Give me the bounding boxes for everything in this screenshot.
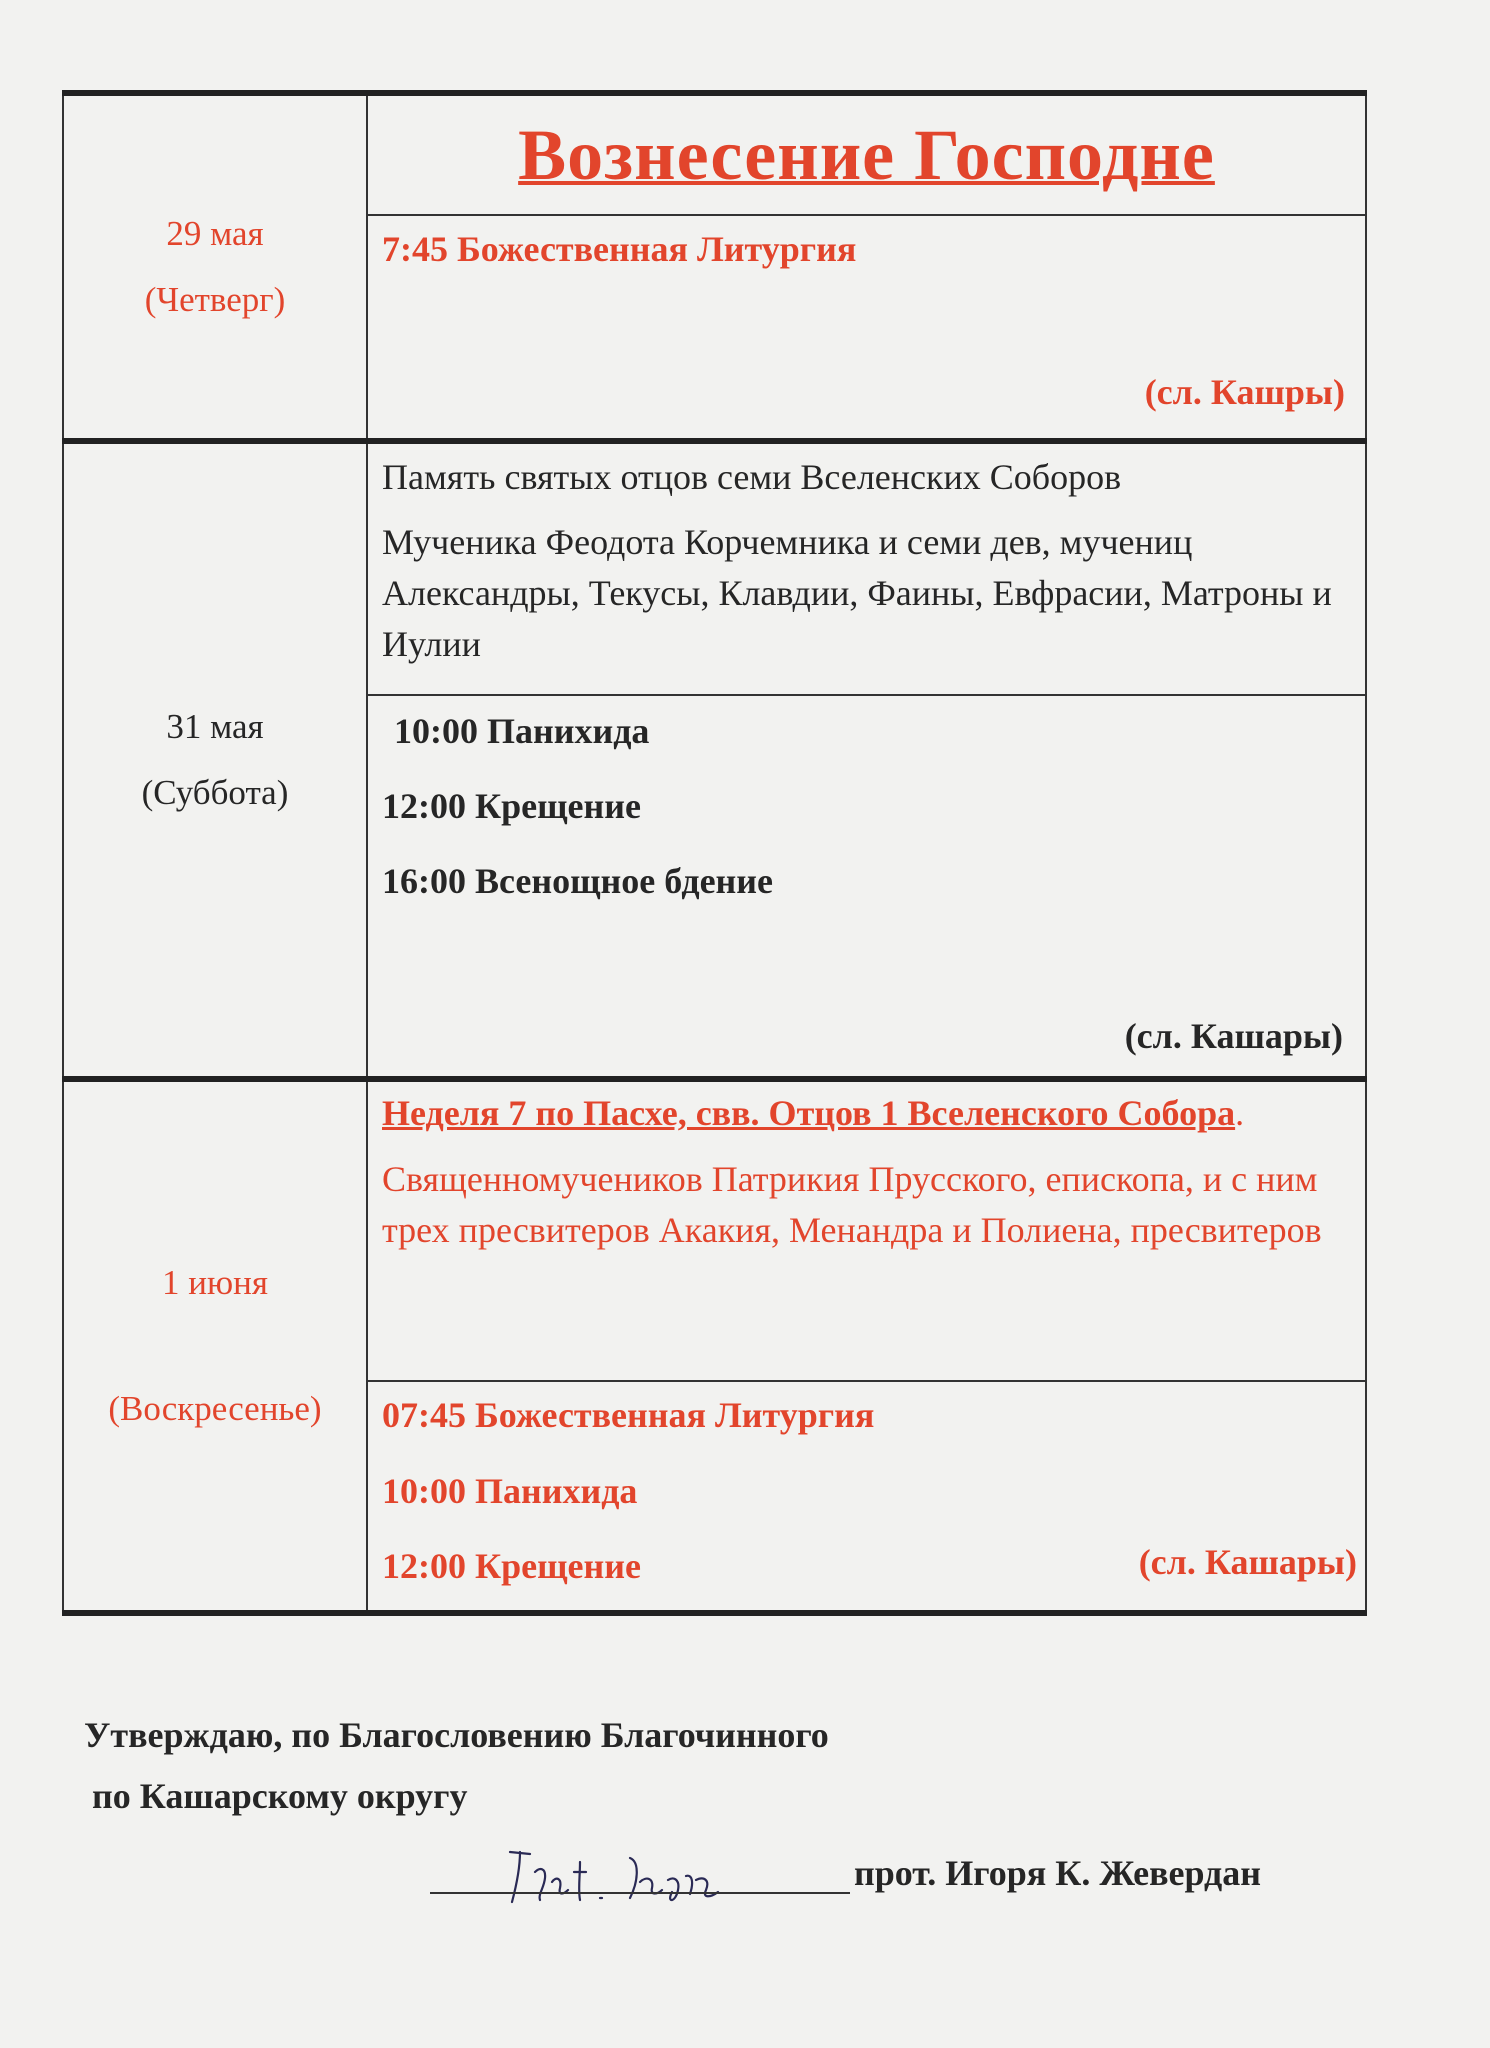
services-cell-may-31 [367, 695, 1366, 1079]
date-cell-may-31 [63, 441, 367, 1079]
place-label: (сл. Кашары) [1138, 1541, 1357, 1582]
weekday-label: (Суббота) [141, 773, 289, 813]
feast-title-cell [367, 93, 1366, 215]
signature-name: прот. Игоря К. Жевердан [854, 1853, 1261, 1893]
services-cell-may-29 [367, 215, 1366, 441]
place-label: (сл. Кашры) [1144, 372, 1345, 413]
approval-block [84, 1705, 829, 1827]
commemoration-text: Мученика Феодота Корчемника и семи дев, мучениц Александры, Текусы, Клавдии, Фаины, Евфрасии, Матроны и Иулии [382, 522, 1332, 665]
schedule-table [62, 90, 1367, 1616]
commemoration-cell-june-1 [367, 1079, 1366, 1381]
place-label: (сл. Кашары) [1124, 1016, 1343, 1057]
commemoration-text: Память святых отцов семи Вселенских Соборов [382, 457, 1122, 497]
services-cell-june-1 [367, 1381, 1366, 1613]
commemoration-cell-may-31 [367, 441, 1366, 695]
signature-row [430, 1852, 1390, 1912]
service-item: 12:00 Крещение [382, 786, 641, 827]
service-item: 16:00 Всенощное бдение [382, 861, 774, 902]
commemoration-text: Священномучеников Патрикия Прусского, епископа, и с ним трех пресвитеров Акакия, Менандра и Полиена, пресвитеров [382, 1158, 1322, 1250]
service-item: 10:00 Панихида [382, 1470, 638, 1511]
date-label: 31 мая [166, 706, 264, 746]
date-label: 1 июня [162, 1262, 268, 1302]
date-cell-may-29 [63, 93, 367, 441]
signature-line [430, 1892, 850, 1894]
date-label: 29 мая [166, 213, 264, 253]
handwritten-signature-icon [490, 1832, 810, 1912]
approval-line: Утверждаю, по Благословению Благочинного [84, 1715, 829, 1755]
feast-name: Неделя 7 по Пасхе, свв. Отцов 1 Вселенского Собора [382, 1093, 1236, 1134]
feast-title: Вознесение Господне [518, 115, 1215, 195]
feast-suffix: . [1235, 1093, 1245, 1134]
service-item: 10:00 Панихида [394, 711, 650, 751]
date-cell-june-1 [63, 1079, 367, 1613]
service-item: 7:45 Божественная Литургия [382, 229, 857, 269]
service-item: 12:00 Крещение [382, 1545, 641, 1586]
weekday-label: (Воскресенье) [108, 1389, 322, 1429]
approval-line: по Кашарскому округу [92, 1776, 468, 1817]
service-item: 07:45 Божественная Литургия [382, 1395, 875, 1436]
weekday-label: (Четверг) [144, 280, 286, 319]
